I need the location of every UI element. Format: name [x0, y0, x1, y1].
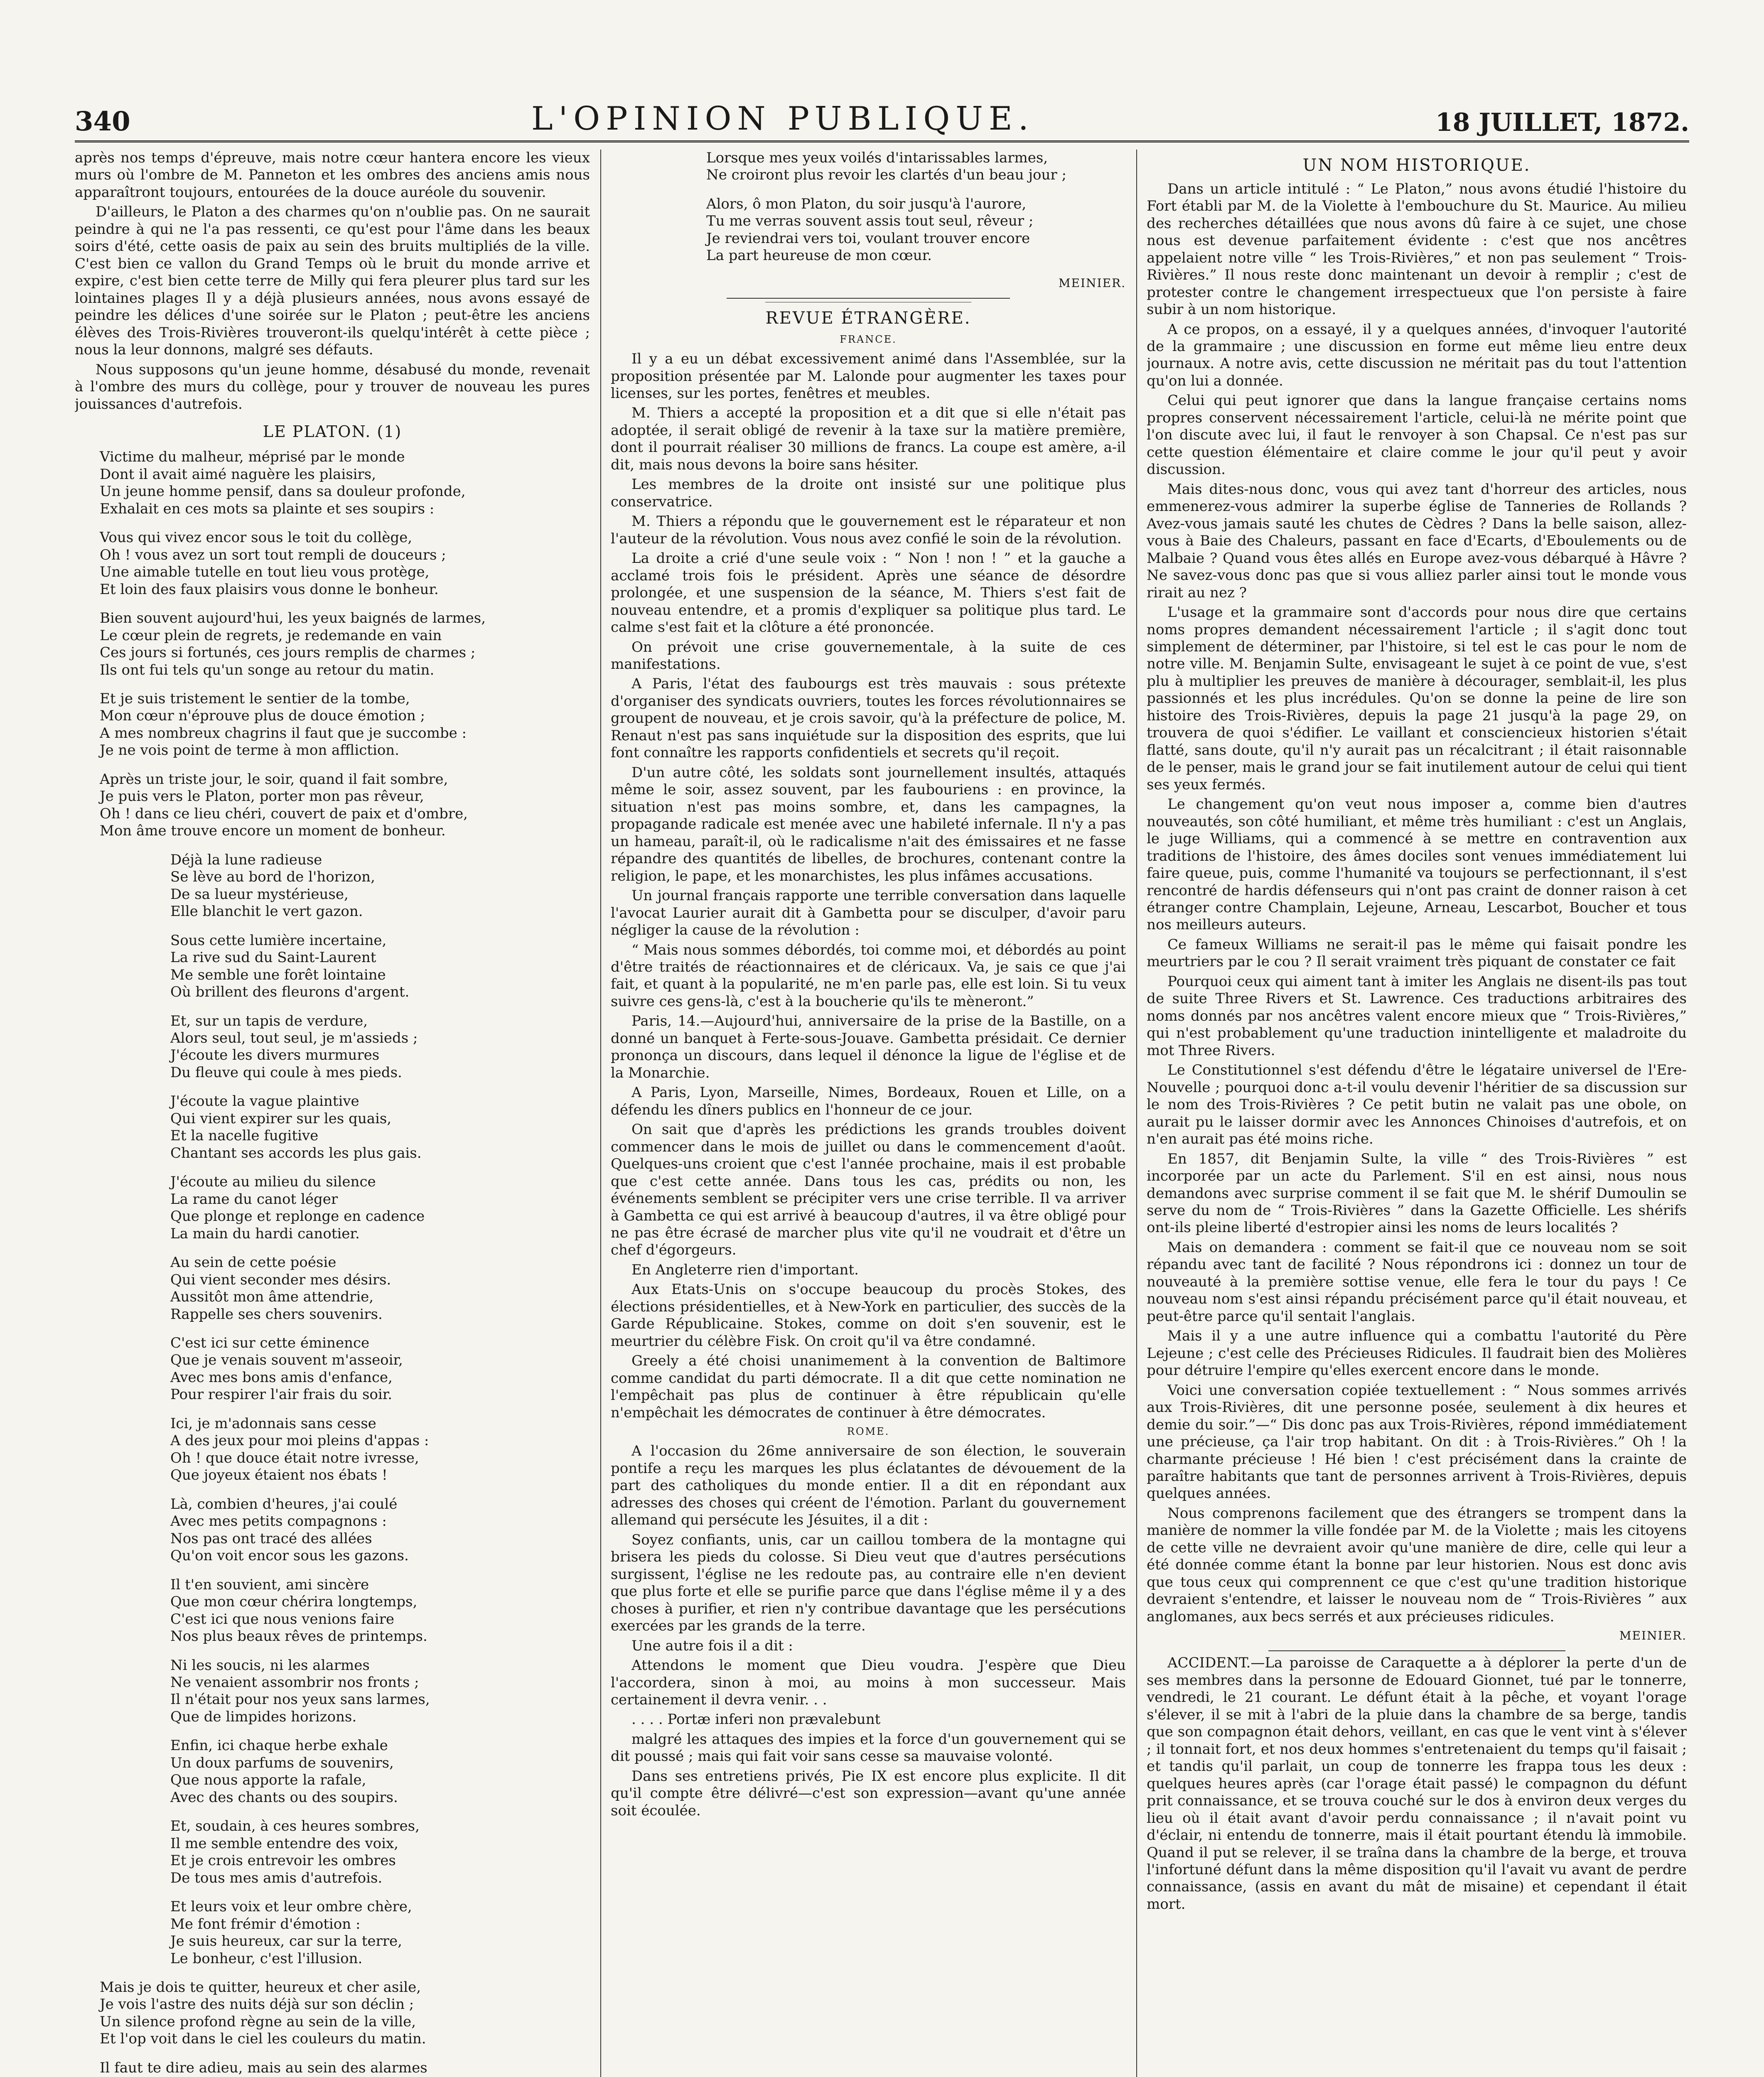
paragraph: D'ailleurs, le Platon a des charmes qu'on n'oublie pas. On ne saurait peindre à qui ne l'a pas ressenti, ce qu'est pour l'âme dans les beaux soirs d'été, cette oasis de paix au sein des bruits multipliés de la ville. C'est bien ce vallon du Grand Temps où le bruit du monde arrive et expire, c'est bien cette terre de Milly qui fera pleurer plus tard sur les lointaines plages Il y a déjà plusieurs années, nous avons essayé de peindre les délices d'une soirée sur le Platon ; peut-être les anciens élèves des Trois-Rivières trouveront-ils quelqu'intérêt à cette pièce ; nous la leur donnons, malgré ses défauts. — [75, 204, 590, 358]
poem-line: Et l'op voit dans le ciel les couleurs du matin. — [100, 2030, 426, 2048]
poem-stanzas-indented — [75, 852, 590, 1967]
poem-line: Sous cette lumière incertaine, — [170, 932, 387, 949]
poem-stanza — [170, 932, 590, 1001]
paragraph: On prévoit une crise gouvernementale, à la suite de ces manifestations. — [611, 638, 1126, 673]
poem-line: Lorsque mes yeux voilés d'intarissables larmes, — [706, 150, 1048, 166]
poem-stanza — [170, 1818, 590, 1887]
paragraph: Une autre fois il a dit : — [631, 1637, 793, 1654]
poem-line: Et je suis tristement le sentier de la tombe, — [100, 690, 410, 707]
poem-line: Et je crois entrevoir les ombres — [170, 1852, 396, 1869]
paragraph: Mais dites-nous donc, vous qui avez tant d'horreur des articles, nous emmenerez-vous admirer la superbe église de Tanneries de Rollands ? Avez-vous jamais sauté les chutes de Cèdres ? Dans la belle saison, allez-vous à Baie des Chaleurs, passant en face d'Ecarts, d'Eboulements ou de Malbaie ? Quand vous êtes allés en Europe avez-vous débarqué à Hâvre ? Ne savez-vous donc pas que si vous alliez parler ainsi tout le monde vous rirait au nez ? — [1147, 481, 1687, 601]
poem-line: Que de limpides horizons. — [170, 1708, 357, 1725]
poem-line: Et leurs voix et leur ombre chère, — [170, 1898, 412, 1915]
poem-line: Elle blanchit le vert gazon. — [170, 903, 363, 920]
poem-line: Déjà la lune radieuse — [170, 851, 322, 868]
paragraph: Soyez confiants, unis, car un caillou tombera de la montagne qui brisera les pieds du colosse. Si Dieu veut que d'autres persécutions surgissent, l'église ne les redoute pas, au contraire elle n'en devient que plus forte et elle se purifie parce que dans l'église même il y a des choses à purifier, et rien n'y contribue davantage que les persécutions exercées par les grands de la terre. — [611, 1531, 1126, 1635]
poem-line: Ces jours si fortunés, ces jours remplis de charmes ; — [100, 644, 476, 661]
poem-line: C'est ici sur cette éminence — [170, 1335, 370, 1352]
poem-line: Avec mes petits compagnons : — [170, 1513, 387, 1530]
poem-line: Alors seul, tout seul, je m'assieds ; — [170, 1029, 418, 1046]
poem-line: Pour respirer l'air frais du soir. — [170, 1386, 393, 1403]
poem-line: Que joyeux étaient nos ébats ! — [170, 1467, 388, 1484]
column-3 — [1147, 150, 1687, 2077]
poem-line: Un silence profond règne au sein de la ville, — [100, 2013, 416, 2030]
paragraph: Ce fameux Williams ne serait-il pas le même qui faisait pondre les meurtriers par le cou ? Il serait vraiment très piquant de constater ce fait — [1147, 936, 1687, 970]
poem-line: Mais je dois te quitter, heureux et cher asile, — [100, 1979, 421, 1996]
poem-stanza — [170, 1415, 590, 1484]
column-1 — [75, 150, 590, 2077]
poem-line: Je reviendrai vers toi, voulant trouver encore — [706, 230, 1030, 247]
paragraph: La droite a crié d'une seule voix : “ Non ! non ! ” et la gauche a acclamé trois fois le président. Après une séance de désordre prolongée, et une suspension de la séance, M. Thiers s'est fait de nouveau entendre, et a promis d'expliquer sa politique plus tard. Le calme s'est fait et la clôture a été prononcée. — [611, 550, 1126, 636]
poem-line: Vous qui vivez encor sous le toit du collège, — [100, 529, 413, 546]
paragraph: On sait que d'après les prédictions les grands troubles doivent commencer dans le mois de juillet ou dans le commencement d'août. Quelques-uns croient que c'est l'année prochaine, mais il est probable que c'est cette année. Dans tous les cas, prédits ou non, les événements semblent se précipiter vers une crise terrible. Il va arriver à Gambetta ce qui est arrivé à beaucoup d'autres, il va être obligé pour ne pas être écrasé de marcher plus vite qu'il ne voudrait et d'être un chef d'égorgeurs. — [611, 1121, 1126, 1259]
rome-news — [611, 1443, 1126, 1819]
poem-stanza — [170, 852, 590, 921]
newspaper-title: L'OPINION PUBLIQUE. — [531, 100, 1034, 137]
poem-line: C'est ici que nous venions faire — [170, 1611, 394, 1628]
poem-line: Le cœur plein de regrets, je redemande en vain — [100, 627, 442, 644]
poem-line: Bien souvent aujourd'hui, les yeux baignés de larmes, — [100, 610, 486, 627]
paragraph: M. Thiers a répondu que le gouvernement est le réparateur et non l'auteur de la révolution. Vous nous avez confié le soin de la révolution. — [611, 513, 1126, 547]
poem-line: Avec des chants ou des soupirs. — [170, 1789, 398, 1806]
poem-line: Après un triste jour, le soir, quand il fait sombre, — [100, 771, 448, 788]
poem-line: Dont il avait aimé naguère les plaisirs, — [100, 466, 376, 483]
poem-line: Il faut te dire adieu, mais au sein des alarmes — [100, 2059, 427, 2076]
poem-line: A des jeux pour moi pleins d'appas : — [170, 1432, 429, 1449]
poem-line: Enfin, ici chaque herbe exhale — [170, 1737, 388, 1754]
poem-line: Je suis heureux, car sur la terre, — [170, 1933, 402, 1950]
paragraph: Attendons le moment que Dieu voudra. J'espère que Dieu l'accordera, sinon à moi, au moins à mon successeur. Mais certainement il devra venir. . . — [611, 1657, 1126, 1708]
poem-stanza — [100, 449, 590, 518]
paragraph: A l'occasion du 26me anniversaire de son élection, le souverain pontife a reçu les marques les plus éclatantes de dévouement de la part des catholiques du monde entier. Il a dit en répondant aux adresses des choses qui créent de l'émotion. Parlant du gouvernement allemand qui persécute les Jésuites, il a dit : — [611, 1443, 1126, 1529]
paragraph: En Angleterre rien d'important. — [631, 1261, 859, 1278]
poem-line: Oh ! vous avez un sort tout rempli de douceurs ; — [100, 546, 446, 563]
poem-line: Je puis vers le Platon, porter mon pas rêveur, — [100, 788, 424, 805]
paragraph: “ Mais nous sommes débordés, toi comme moi, et débordés au point d'être traités de réactionnaires et de cléricaux. Va, je sais ce que j'ai fait, et quant à la popularité, ne m'en parle pas, elle est loin. Si tu veux suivre ces gens-là, c'est à la boucherie qu'ils te mèneront.” — [611, 941, 1126, 1010]
masthead-rule — [75, 140, 1689, 142]
poem-line: Il n'était pour nos yeux sans larmes, — [170, 1691, 430, 1708]
poem-line: Et, soudain, à ces heures sombres, — [170, 1818, 420, 1835]
poem-line: Oh ! que douce était notre ivresse, — [170, 1449, 419, 1466]
column-divider — [600, 150, 601, 2077]
poem-line: La main du hardi canotier. — [170, 1225, 360, 1242]
poem-stanza — [100, 771, 590, 840]
poem-line: Et la nacelle fugitive — [170, 1127, 319, 1144]
paragraph: après nos temps d'épreuve, mais notre cœur hantera encore les vieux murs où l'ombre de M. Panneton et les ombres des anciens amis nous apparaîtront toujours, entourées de la douce auréole du souvenir. — [75, 150, 590, 201]
poem-line: Une aimable tutelle en tout lieu vous protège, — [100, 564, 430, 581]
poem-line: Ici, je m'adonnais sans cesse — [170, 1415, 376, 1432]
paragraph: Celui qui peut ignorer que dans la langue française certains noms propres conservent nécessairement l'article, celui-là ne mérite point que l'on discute avec lui, il faut le renvoyer à son Chapsal. Ce n'est pas sur cette question élémentaire et claire comme le jour qu'il peut y avoir discussion. — [1147, 392, 1687, 478]
poem-line: Nos plus beaux rêves de printemps. — [170, 1628, 427, 1645]
poem-line: J'écoute les divers murmures — [170, 1047, 380, 1064]
paragraph: Il y a eu un débat excessivement animé dans l'Assemblée, sur la proposition présentée par M. Lalonde pour augmenter les taxes pour licenses, sur les portes, fenêtres et meubles. — [611, 351, 1126, 402]
poem-stanza — [706, 150, 1126, 184]
poem-stanza — [170, 1254, 590, 1323]
poem-stanza — [100, 2060, 590, 2077]
paragraph: A Paris, Lyon, Marseille, Nimes, Bordeaux, Rouen et Lille, on a défendu les dîners publics en l'honneur de ce jour. — [611, 1084, 1126, 1118]
poem-line: J'écoute au milieu du silence — [170, 1174, 376, 1191]
section-rule — [727, 298, 1010, 299]
paragraph: Le changement qu'on veut nous imposer a, comme bien d'autres nouveautés, son côté humiliant, et même très humiliant : c'est un Anglais, le juge Williams, qui a commencé à se mettre en contravention aux traditions de l'histoire, des âmes dociles sont venues immédiatement lui faire queue, puis, comme l'humanité va toujours se perfectionnant, il s'est rencontré de hardis défenseurs qui n'ont pas craint de donner raison à cet étranger contre Champlain, Lejeune, Arneau, Lescarbot, Boucher et tous nos meilleurs auteurs. — [1147, 796, 1687, 933]
paragraph: Paris, 14.—Aujourd'hui, anniversaire de la prise de la Bastille, on a donné un banquet à Ferte-sous-Jouave. Gambetta présidait. Ce dernier prononça un discours, dans lequel il dénonce la ligue de l'église et de la Monarchie. — [611, 1013, 1126, 1081]
poem-line: De tous mes amis d'autrefois. — [170, 1869, 383, 1886]
poem-line: Au sein de cette poésie — [170, 1254, 337, 1271]
poem-line: Avec mes bons amis d'enfance, — [170, 1369, 393, 1386]
paragraph: Aux Etats-Unis on s'occupe beaucoup du procès Stokes, des élections présidentielles, et à New-York en particulier, des succès de la Garde Républicaine. Stokes, comme on doit s'en souvenir, est le meurtrier du célèbre Fisk. On croit qu'il va être condamné. — [611, 1281, 1126, 1350]
paragraph: Pourquoi ceux qui aiment tant à imiter les Anglais ne disent-ils pas tout de suite Three Rivers et St. Lawrence. Ces traductions arbitraires des noms donnés par nos ancêtres valent encore mieux que “ Trois-Rivières,” qui n'est probablement qu'une traduction inintelligente et maladroite du mot Three Rivers. — [1147, 973, 1687, 1059]
accident-paragraph: ACCIDENT.—La paroisse de Caraquette a à déplorer la perte d'un de ses membres dans la personne de Edouard Gionnet, tué par le tonnerre, vendredi, le 21 courant. Le défunt était à la pêche, et voyant l'orage s'élever, il se mit à l'abri de la pluie dans la chambre de sa berge, tandis que son compagnon était dehors, veillant, en cas que le vent vint à s'élever ; il tonnait fort, et nos deux hommes s'entretenaient du temps qu'il faisait ; et tandis qu'il parlait, un coup de tonnerre les frappa tous les deux : quelques heures après (car l'orage était passé) le compagnon du défunt prit connaissance, et se trouva couché sur le dos à environ deux verges du lieu où il était avant d'avoir perdu connaissance ; il n'avait point vu d'éclair, ni entendu de tonnerre, mais il était pourtant étendu là immobile. Quand il put se relever, il se traîna dans la chambre de la berge, et trouva l'infortuné défunt dans la même disposition qu'il l'avait vu avant de perdre connaissance, (assis en avant du mât de misaine) et cependant il était mort. — [1147, 1655, 1687, 1913]
poem-line: Qu'on voit encor sous les gazons. — [170, 1547, 409, 1564]
poem-stanza — [706, 196, 1126, 265]
poem-line: Oh ! dans ce lieu chéri, couvert de paix et d'ombre, — [100, 805, 468, 822]
paragraph: Greely a été choisi unanimement à la convention de Baltimore comme candidat du parti démocrate. Il a dit que cette nomination ne l'empêchait pas plus de continuer à être républicain qu'elle n'empêchait les démocrates de continuer à être démocrates. — [611, 1353, 1126, 1421]
poem-line: La rame du canot léger — [170, 1191, 338, 1208]
poem-line: Et loin des faux plaisirs vous donne le bonheur. — [100, 581, 439, 598]
poem-line: Là, combien d'heures, j'ai coulé — [170, 1495, 398, 1512]
poem-stanza — [170, 1898, 590, 1967]
paragraph: M. Thiers a accepté la proposition et a dit que si elle n'était pas adoptée, il serait obligé de revenir à la taxe sur la matière première, dont il pourrait réaliser 30 millions de francs. La coupe est amère, a-il dit, mais nous devons la boire sans hésiter. — [611, 405, 1126, 473]
page-number: 340 — [75, 106, 130, 137]
poem-line: Rappelle ses chers souvenirs. — [170, 1306, 383, 1323]
poem-line: Nos pas ont tracé des allées — [170, 1530, 372, 1547]
poem-line: Se lève au bord de l'horizon, — [170, 869, 375, 886]
paragraph: Dans un article intitulé : “ Le Platon,” nous avons étudié l'histoire du Fort établi par M. de la Violette à l'embouchure du St. Maurice. Au milieu des recherches détaillées que nous avons dû faire à ce sujet, une chose nous est devenue parfaitement évidente : c'est que nos ancêtres appelaient notre ville “ les Trois-Rivières,” et non pas seulement “ Trois-Rivières.” Il nous reste donc maintenant un devoir à remplir ; c'est de protester contre le changement irrespectueux que l'on persiste à faire subir à un nom historique. — [1147, 180, 1687, 318]
poem-line: Un doux parfums de souvenirs, — [170, 1754, 394, 1771]
paragraph: Mais on demandera : comment se fait-il que ce nouveau nom se soit répandu avec tant de facilité ? Nous répondrons ici : donnez un tour de nouveauté à la première sottise venue, elle fera le tour du pays ! Ce nouveau nom s'est ainsi répandu précisément parce qu'il était nouveau, et peut-être parce qu'il sentait l'anglais. — [1147, 1239, 1687, 1325]
poem-stanza — [100, 690, 590, 759]
poem-line: Me font frémir d'émotion : — [170, 1915, 361, 1932]
poem-stanza — [170, 1737, 590, 1806]
paragraph: L'usage et la grammaire sont d'accords pour nous dire que certains noms propres demandent nécessairement l'article ; il s'agit donc tout simplement de déterminer, par l'histoire, si tel est le cas pour le nom de notre ville. M. Benjamin Sulte, envisageant le sujet à ce point de vue, s'est plu à multiplier les preuves de manière à décourager, semblait-il, les plus passionnés et les plus incrédules. Qu'on se donne la peine de lire son histoire des Trois-Rivières, depuis la page 21 jusqu'à la page 29, on trouvera de quoi s'édifier. Le vaillant et consciencieux historien s'était flatté, sans doute, qu'il n'y aurait pas un récalcitrant ; il était raisonnable de le penser, mais le grand jour se fait inutilement autour de celui qui tient ses yeux fermés. — [1147, 604, 1687, 793]
paragraph: Dans ses entretiens privés, Pie IX est encore plus explicite. Il dit qu'il compte être délivré—c'est son expression—avant qu'une année soit écoulée. — [611, 1768, 1126, 1819]
poem-stanza — [100, 1979, 590, 2048]
poem-line: Qui vient seconder mes désirs. — [170, 1271, 391, 1288]
section-title-revue: REVUE ÉTRANGÈRE. — [765, 308, 971, 328]
paragraph: Les membres de la droite ont insisté sur une politique plus conservatrice. — [611, 476, 1126, 510]
poem-stanza — [100, 610, 590, 679]
section-title-nom-historique: UN NOM HISTORIQUE. — [1302, 156, 1531, 175]
poem-line: La part heureuse de mon cœur. — [706, 247, 932, 264]
poem-stanza — [170, 1093, 590, 1162]
paragraph: Nous comprenons facilement que des étrangers se trompent dans la manière de nommer la ville fondée par M. de la Violette ; mais les citoyens de cette ville ne devraient avoir qu'une manière de dire, celle qui leur a été donnée comme étant la bonne par leur historien. Nous est donc avis que tous ceux qui comprennent ce que c'est qu'une tradition historique devraient s'entendre, et laisser le nouveau nom de “ Trois-Rivières ” aux anglomanes, aux becs serrés et aux précieuses ridicules. — [1147, 1505, 1687, 1625]
poem-stanza — [170, 1576, 590, 1645]
poem-stanza — [170, 1335, 590, 1404]
issue-date: 18 JUILLET, 1872. — [1435, 108, 1689, 137]
poem-line: Je ne vois point de terme à mon affliction. — [100, 742, 399, 759]
subsection-title-france: FRANCE. — [840, 333, 897, 345]
poem-line: Que plonge et replonge en cadence — [170, 1208, 425, 1225]
poem-line: Du fleuve qui coule à mes pieds. — [170, 1064, 402, 1081]
poem-line: Alors, ô mon Platon, du soir jusqu'à l'aurore, — [706, 195, 1027, 212]
poem-line: Et, sur un tapis de verdure, — [170, 1012, 368, 1029]
poem-line: Me semble une forêt lointaine — [170, 966, 386, 983]
poem-line: De sa lueur mystérieuse, — [170, 886, 349, 903]
poem-line: Je vois l'astre des nuits déjà sur son déclin ; — [100, 1996, 414, 2013]
paragraph: . . . . Portæ inferi non prævalebunt — [631, 1711, 881, 1728]
paragraph: Nous supposons qu'un jeune homme, désabusé du monde, revenait à l'ombre des murs du collège, pour y trouver de nouveau les pures jouissances d'autrefois. — [75, 361, 590, 412]
poem-stanza — [170, 1013, 590, 1082]
article-body — [1147, 181, 1687, 1625]
poem-title: LE PLATON. (1) — [263, 422, 402, 441]
section-rule — [1268, 1650, 1565, 1651]
column-2 — [611, 150, 1126, 2077]
paragraph: Mais il y a une autre influence qui a combattu l'autorité du Père Lejeune ; c'est celle des Précieuses Ridicules. Il faudrait bien des Molières pour détruire l'empire qu'elles exercent encore dans le monde. — [1147, 1328, 1687, 1379]
paragraph: Un journal français rapporte une terrible conversation dans laquelle l'avocat Laurier aurait dit à Gambetta pour se disculper, d'avoir paru négliger la cause de la révolution : — [611, 887, 1126, 939]
paragraph: En 1857, dit Benjamin Sulte, la ville “ des Trois-Rivières ” est incorporée par un acte du Parlement. S'il en est ainsi, nous nous demandons avec surprise comment il se fait que M. le shérif Dumoulin se serve du nom de “ Trois-Rivières ” dans la Gazette Officielle. Les shérifs ont-ils pleine liberté d'estropier ainsi les noms de leurs localités ? — [1147, 1150, 1687, 1236]
poem-line: Exhalait en ces mots sa plainte et ses soupirs : — [100, 500, 435, 517]
poem-stanza — [170, 1174, 590, 1242]
paragraph: A ce propos, on a essayé, il y a quelques années, d'invoquer l'autorité de la grammaire ; une discussion en forme eut même lieu entre deux journaux. A notre avis, cette discussion ne méritait pas du tout l'attention qu'on lui a donnée. — [1147, 321, 1687, 389]
poem-line: A mes nombreux chagrins il faut que je succombe : — [100, 724, 467, 741]
poem-line: Il t'en souvient, ami sincère — [170, 1576, 369, 1593]
poem-line: Ne croiront plus revoir les clartés d'un beau jour ; — [706, 167, 1066, 184]
poem-line: Que nous apporte la rafale, — [170, 1772, 366, 1789]
poem-line: Chantant ses accords les plus gais. — [170, 1144, 422, 1161]
poem-line: Ils ont fui tels qu'un songe au retour du matin. — [100, 661, 435, 678]
paragraph: A Paris, l'état des faubourgs est très mauvais : sous prétexte d'organiser des syndicats ouvriers, toutes les forces révolutionnaires se groupent de nouveau, et je crois savoir, qu'à la préfecture de police, M. Renaut n'est pas sans inquiétude sur la disposition des esprits, que lui font connaître les rapports confidentiels et secrets qu'il reçoit. — [611, 675, 1126, 761]
poem-stanza — [170, 1657, 590, 1726]
paragraph: D'un autre côté, les soldats sont journellement insultés, attaqués même le soir, assez souvent, par les faubouriens : en province, la situation n'est pas moins sombre, et, dans les campagnes, la propagande radicale est menée avec une habileté infernale. Il n'y a pas un hameau, paraît-il, où le radicalisme n'ait des émissaires et ne fasse répandre des quantités de libelles, de brochures, contenant contre la religion, le pape, et les monarchistes, les plus infâmes accusations. — [611, 764, 1126, 884]
poem-line: Le bonheur, c'est l'illusion. — [170, 1950, 363, 1967]
poem-line: Tu me verras souvent assis tout seul, rêveur ; — [706, 213, 1034, 230]
paragraph: Le Constitutionnel s'est défendu d'être le légataire universel de l'Ere-Nouvelle ; pourquoi donc a-t-il voulu devenir l'héritier de sa discussion sur le nom des Trois-Rivières ? Ce petit butin ne valait pas une obole, on aurait pu le laisser dormir avec les Annonces Chinoises d'autrefois, et on n'en aurait pas été moins riche. — [1147, 1062, 1687, 1148]
poem-line: Il me semble entendre des voix, — [170, 1835, 398, 1852]
signature: MEINIER. — [1619, 1629, 1687, 1643]
poem-line: Que mon cœur chérira longtemps, — [170, 1593, 418, 1611]
paragraph: Voici une conversation copiée textuellement : “ Nous sommes arrivés aux Trois-Rivières, dit une personne posée, seulement à dix heures et demie du soir.”—“ Dis donc pas aux Trois-Rivières, répond immédiatement une précieuse, ça l'air trop habitant. On dit : à Trois-Rivières.” Oh ! la charmante précieuse ! Hé bien ! c'est précisément dans la crainte de paraître habitants que tant de personnes arrivent à Trois-Rivières, depuis quelques années. — [1147, 1382, 1687, 1502]
poem-stanza — [170, 1496, 590, 1565]
masthead — [75, 89, 1689, 135]
poem-line: Aussitôt mon âme attendrie, — [170, 1289, 374, 1306]
poem-line: Victime du malheur, méprisé par le monde — [100, 449, 405, 466]
poem-line: La rive sud du Saint-Laurent — [170, 949, 376, 966]
poem-line: J'écoute la vague plaintive — [170, 1093, 359, 1110]
poem-line: Où brillent des fleurons d'argent. — [170, 984, 410, 1001]
poem-line: Mon âme trouve encore un moment de bonheur. — [100, 822, 446, 840]
poem-line: Mon cœur n'éprouve plus de douce émotion ; — [100, 707, 425, 724]
poem-line: Ne venaient assombrir nos fronts ; — [170, 1674, 419, 1691]
poem-line: Un jeune homme pensif, dans sa douleur profonde, — [100, 483, 466, 500]
signature: MEINIER. — [1058, 276, 1126, 290]
poem-line: Qui vient expirer sur les quais, — [170, 1110, 392, 1127]
column-divider — [1136, 150, 1137, 2077]
poem-line: Ni les soucis, ni les alarmes — [170, 1657, 370, 1674]
france-news — [611, 351, 1126, 1421]
poem-ending — [611, 150, 1126, 265]
subsection-title-rome: ROME. — [847, 1426, 890, 1438]
poem-line: Que je venais souvent m'asseoir, — [170, 1352, 403, 1369]
poem-stanzas-final — [75, 1979, 590, 2077]
poem-stanza — [100, 529, 590, 598]
poem-stanzas — [75, 449, 590, 840]
paragraph: malgré les attaques des impies et la force d'un gouvernement qui se dit poussé ; mais qui fait voir sans cesse sa mauvaise volonté. — [611, 1731, 1126, 1765]
